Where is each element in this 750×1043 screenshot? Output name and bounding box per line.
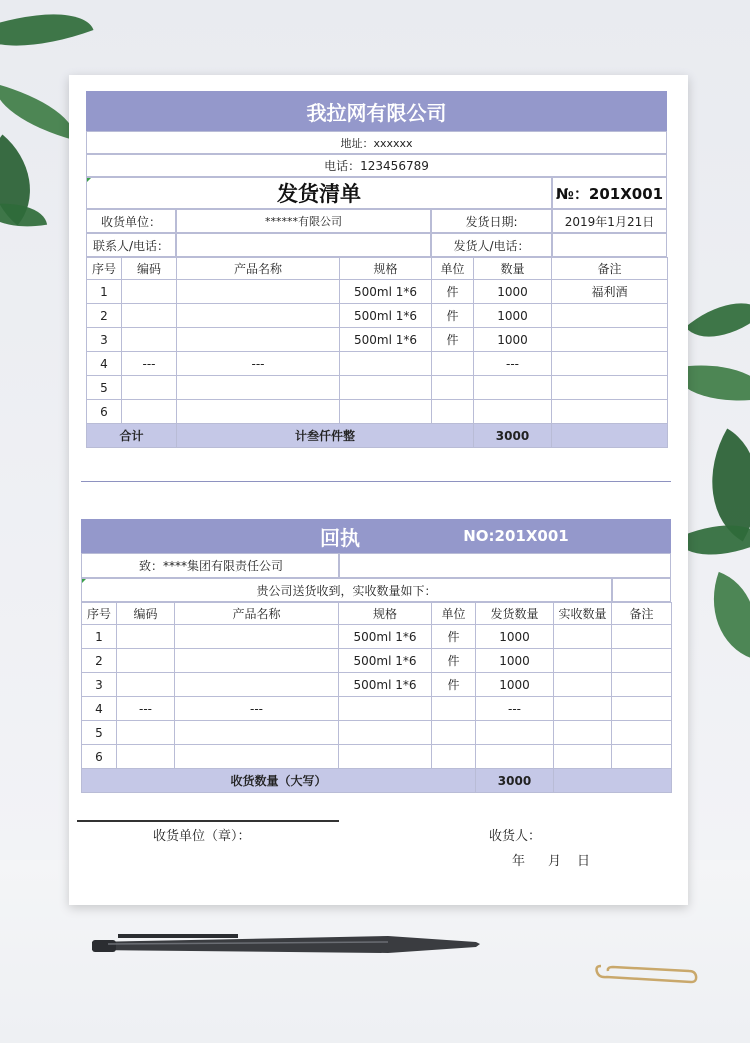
- table-cell: 件: [432, 280, 474, 304]
- table-cell: 4: [87, 352, 122, 376]
- table-cell: [612, 673, 672, 697]
- table-cell: 1000: [476, 625, 554, 649]
- table-cell: [177, 280, 340, 304]
- table-cell: [122, 328, 177, 352]
- table-cell: 500ml 1*6: [340, 304, 432, 328]
- table-row: [82, 697, 672, 721]
- invoice-number: №：201X001: [552, 177, 667, 209]
- table-cell: ---: [122, 352, 177, 376]
- table-cell: [432, 745, 476, 769]
- table-cell: [122, 304, 177, 328]
- invoice-header-cell: 规格: [340, 258, 432, 280]
- total-label: 合计: [87, 424, 177, 448]
- invoice-header-cell: 序号: [87, 258, 122, 280]
- table-cell: [339, 697, 432, 721]
- total-blank: [552, 424, 668, 448]
- receipt-header-cell: 备注: [612, 603, 672, 625]
- table-cell: 件: [432, 649, 476, 673]
- receiver-label: 收货单位：: [86, 209, 176, 233]
- table-cell: [175, 649, 339, 673]
- table-cell: 2: [82, 649, 117, 673]
- table-cell: 5: [82, 721, 117, 745]
- receiving-unit-label: 收货单位（章）：: [153, 829, 251, 844]
- table-cell: 1000: [474, 304, 552, 328]
- receipt-header-cell: 规格: [339, 603, 432, 625]
- table-cell: 1: [82, 625, 117, 649]
- table-cell: [122, 376, 177, 400]
- invoice-title: 发货清单: [86, 177, 552, 209]
- table-cell: 6: [82, 745, 117, 769]
- table-cell: 3: [82, 673, 117, 697]
- invoice-header-cell: 单位: [432, 258, 474, 280]
- signature-line: [77, 820, 339, 822]
- receipt-total-quantity: 3000: [476, 769, 554, 793]
- sender-value: [552, 233, 667, 257]
- table-cell: [476, 745, 554, 769]
- receipt-header-cell: 发货数量: [476, 603, 554, 625]
- table-cell: 500ml 1*6: [340, 280, 432, 304]
- sender-label: 发货人/电话：: [431, 233, 552, 257]
- table-cell: [432, 376, 474, 400]
- table-row: [82, 721, 672, 745]
- receipt-header-cell: 序号: [82, 603, 117, 625]
- table-row: [82, 673, 672, 697]
- table-cell: [612, 745, 672, 769]
- table-cell: [476, 721, 554, 745]
- receipt-message-blank: [612, 578, 671, 602]
- table-cell: [474, 376, 552, 400]
- receipt-message: 贵公司送货收到，实收数量如下：: [81, 578, 612, 602]
- invoice-header-cell: 编码: [122, 258, 177, 280]
- table-cell: 件: [432, 673, 476, 697]
- table-cell: [554, 649, 612, 673]
- table-cell: [177, 400, 340, 424]
- invoice-header-cell: 产品名称: [177, 258, 340, 280]
- table-cell: [340, 400, 432, 424]
- table-cell: 1000: [476, 649, 554, 673]
- table-cell: [554, 673, 612, 697]
- table-cell: [340, 352, 432, 376]
- table-cell: [117, 625, 175, 649]
- invoice-header-cell: 数量: [474, 258, 552, 280]
- table-cell: [612, 697, 672, 721]
- table-cell: [177, 376, 340, 400]
- table-cell: [554, 625, 612, 649]
- table-cell: 件: [432, 328, 474, 352]
- table-cell: [612, 649, 672, 673]
- table-cell: [177, 304, 340, 328]
- table-cell: [175, 673, 339, 697]
- contact-value: [176, 233, 431, 257]
- table-cell: [175, 745, 339, 769]
- table-cell: [122, 280, 177, 304]
- ship-date-value: 2019年1月21日: [552, 209, 667, 233]
- table-cell: [177, 328, 340, 352]
- separator-line: [81, 481, 671, 482]
- table-cell: 1000: [474, 280, 552, 304]
- table-cell: 500ml 1*6: [339, 673, 432, 697]
- table-row: [82, 745, 672, 769]
- total-in-words: 计叁仟件整: [177, 424, 474, 448]
- table-row: [82, 649, 672, 673]
- ship-date-label: 发货日期:: [431, 209, 552, 233]
- table-cell: [340, 376, 432, 400]
- document-sheet: [69, 75, 688, 905]
- table-cell: [339, 721, 432, 745]
- table-cell: [117, 745, 175, 769]
- company-name: 我拉网有限公司: [86, 91, 667, 131]
- invoice-total-row: [87, 424, 668, 448]
- table-cell: [554, 697, 612, 721]
- table-cell: [552, 400, 668, 424]
- company-phone: 电话：123456789: [86, 154, 667, 177]
- paperclip-image: [593, 958, 703, 988]
- receipt-total-row: [82, 769, 672, 793]
- table-cell: 6: [87, 400, 122, 424]
- receipt-header-cell: 实收数量: [554, 603, 612, 625]
- receipt-header-cell: 单位: [432, 603, 476, 625]
- table-cell: [552, 376, 668, 400]
- table-cell: 福利酒: [552, 280, 668, 304]
- table-cell: 件: [432, 625, 476, 649]
- table-cell: [474, 400, 552, 424]
- table-cell: [612, 625, 672, 649]
- table-row: [87, 376, 668, 400]
- table-cell: 500ml 1*6: [339, 649, 432, 673]
- receipt-total-label: 收货数量（大写）: [82, 769, 476, 793]
- table-cell: ---: [175, 697, 339, 721]
- table-cell: 500ml 1*6: [340, 328, 432, 352]
- table-cell: 500ml 1*6: [339, 625, 432, 649]
- invoice-header-row: [87, 258, 668, 280]
- table-cell: [339, 745, 432, 769]
- table-row: [87, 304, 668, 328]
- table-cell: [432, 352, 474, 376]
- table-cell: [552, 304, 668, 328]
- table-cell: 5: [87, 376, 122, 400]
- total-quantity: 3000: [474, 424, 552, 448]
- table-cell: [432, 721, 476, 745]
- date-month: 月: [548, 854, 562, 869]
- table-row: [87, 352, 668, 376]
- table-row: [87, 400, 668, 424]
- date-day: 日: [577, 854, 591, 869]
- company-address: 地址：xxxxxx: [86, 131, 667, 154]
- receipt-banner: [81, 519, 671, 553]
- pen-image: [88, 926, 488, 966]
- table-cell: 件: [432, 304, 474, 328]
- table-cell: [175, 625, 339, 649]
- receiver-value: ******有限公司: [176, 209, 431, 233]
- table-cell: ---: [177, 352, 340, 376]
- table-cell: [554, 745, 612, 769]
- table-cell: 1000: [476, 673, 554, 697]
- table-cell: [117, 721, 175, 745]
- receipt-number: NO:201X001: [463, 527, 569, 545]
- invoice-header-cell: 备注: [552, 258, 668, 280]
- table-cell: [117, 673, 175, 697]
- table-cell: 1000: [474, 328, 552, 352]
- receipt-table: [81, 602, 672, 793]
- table-cell: [612, 721, 672, 745]
- receipt-to-cell: [81, 553, 339, 578]
- receipt-blank-cell: [339, 553, 671, 578]
- table-cell: [552, 352, 668, 376]
- table-cell: [117, 649, 175, 673]
- invoice-table: [86, 257, 668, 448]
- table-cell: [175, 721, 339, 745]
- receipt-header-cell: 产品名称: [175, 603, 339, 625]
- table-cell: ---: [476, 697, 554, 721]
- table-cell: ---: [117, 697, 175, 721]
- table-row: [87, 328, 668, 352]
- table-cell: 1: [87, 280, 122, 304]
- date-year: 年: [512, 854, 526, 869]
- receipt-title: 回执: [320, 525, 360, 550]
- table-cell: 4: [82, 697, 117, 721]
- receipt-total-blank: [554, 769, 672, 793]
- table-cell: 2: [87, 304, 122, 328]
- receipt-to: 致：****集团有限责任公司: [138, 559, 283, 573]
- table-row: [87, 280, 668, 304]
- receiver-person-label: 收货人：: [489, 829, 542, 844]
- receipt-header-row: [82, 603, 672, 625]
- table-cell: [552, 328, 668, 352]
- table-cell: [554, 721, 612, 745]
- table-row: [82, 625, 672, 649]
- table-cell: 3: [87, 328, 122, 352]
- table-cell: ---: [474, 352, 552, 376]
- receipt-header-cell: 编码: [117, 603, 175, 625]
- table-cell: [432, 697, 476, 721]
- table-cell: [122, 400, 177, 424]
- contact-label: 联系人/电话：: [86, 233, 176, 257]
- table-cell: [432, 400, 474, 424]
